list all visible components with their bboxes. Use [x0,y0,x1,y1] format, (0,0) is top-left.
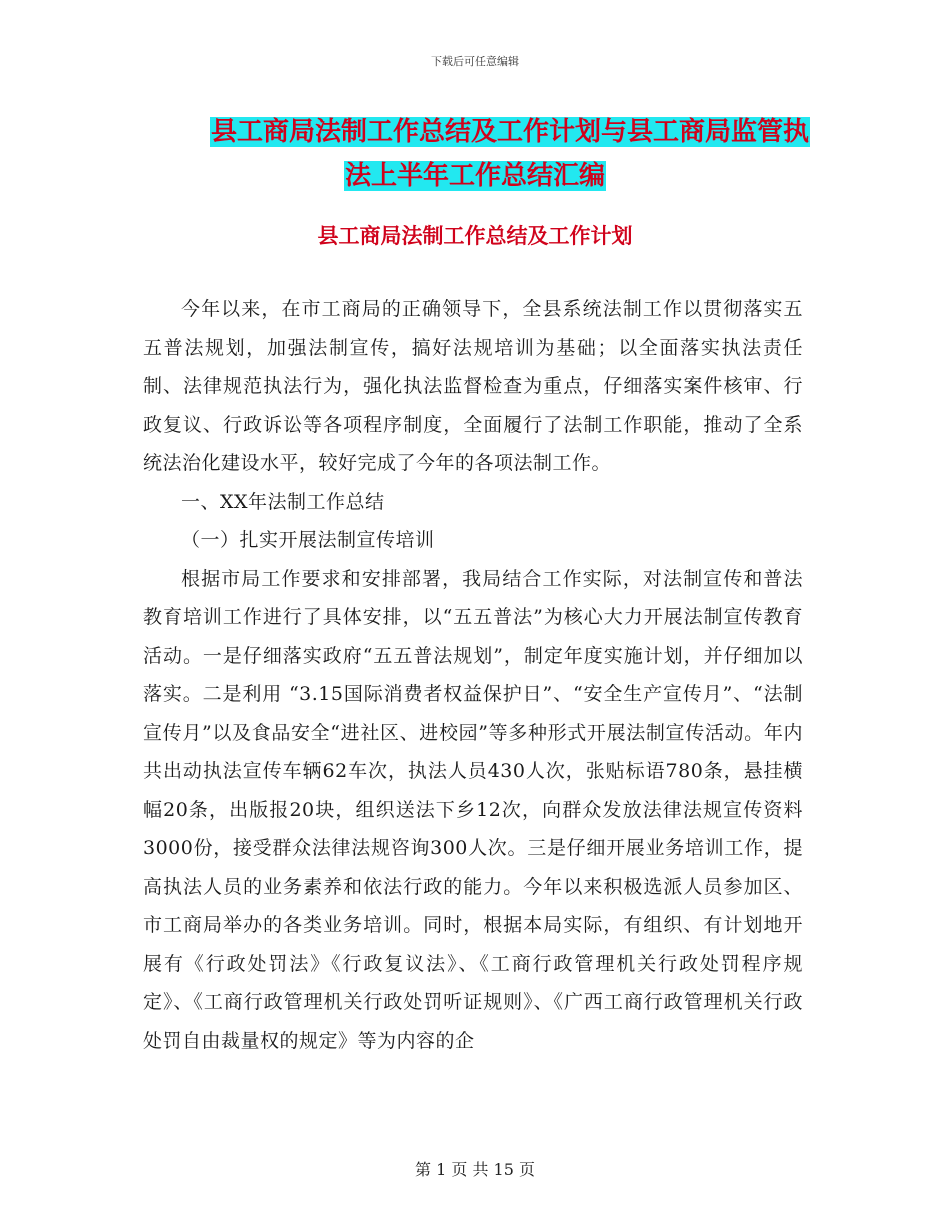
document-body [143,290,803,1060]
paragraph-intro: 今年以来，在市工商局的正确领导下，全县系统法制工作以贯彻落实五五普法规划，加强法制宣传，搞好法规培训为基础；以全面落实执法责任制、法律规范执法行为，强化执法监督检查为重点，仔细落实案件核审、行政复议、行政诉讼等各项程序制度，全面履行了法制工作职能，推动了全系统法治化建设水平，较好完成了今年的各项法制工作。 [143,298,803,474]
page-number: 第 1 页 共 15 页 [415,1160,535,1179]
title-line-1 [120,110,830,154]
section-title: 县工商局法制工作总结及工作计划 [317,224,633,248]
paragraph-training: 根据市局工作要求和安排部署，我局结合工作实际，对法制宣传和普法教育培训工作进行了具体安排，以“五五普法”为核心大力开展法制宣传教育活动。一是仔细落实政府“五五普法规划”，制定年度实施计划，并仔细加以落实。二是利用 “3.15国际消费者权益保护日”、“安全生产宣传月”、“法制宣传月”以及食品安全“进社区、进校园”等多种形式开展法制宣传活动。年内共出动执法宣传车辆62车次，执法人员430人次，张贴标语780条，悬挂横幅20条，出版报20块，组织送法下乡12次，向群众发放法律法规宣传资料3000份，接受群众法律法规咨询300人次。三是仔细开展业务培训工作，提高执法人员的业务素养和依法行政的能力。今年以来积极选派人员参加区、市工商局举办的各类业务培训。同时，根据本局实际，有组织、有计划地开展有《行政处罚法》《行政复议法》、《工商行政管理机关行政处罚程序规定》、《工商行政管理机关行政处罚听证规则》、《广西工商行政管理机关行政处罚自由裁量权的规定》等为内容的企 [143,567,803,1052]
heading-summary: 一、XX年法制工作总结 [181,490,385,513]
title-line-2-text: 法上半年工作总结汇编 [344,161,605,191]
document-title [120,110,830,198]
title-line-2 [120,154,830,198]
heading-training: （一）扎实开展法制宣传培训 [181,529,435,551]
page-header-note: 下载后可任意编辑 [431,55,519,68]
title-line-1-text: 县工商局法制工作总结及工作计划与县工商局监管执 [210,117,809,147]
